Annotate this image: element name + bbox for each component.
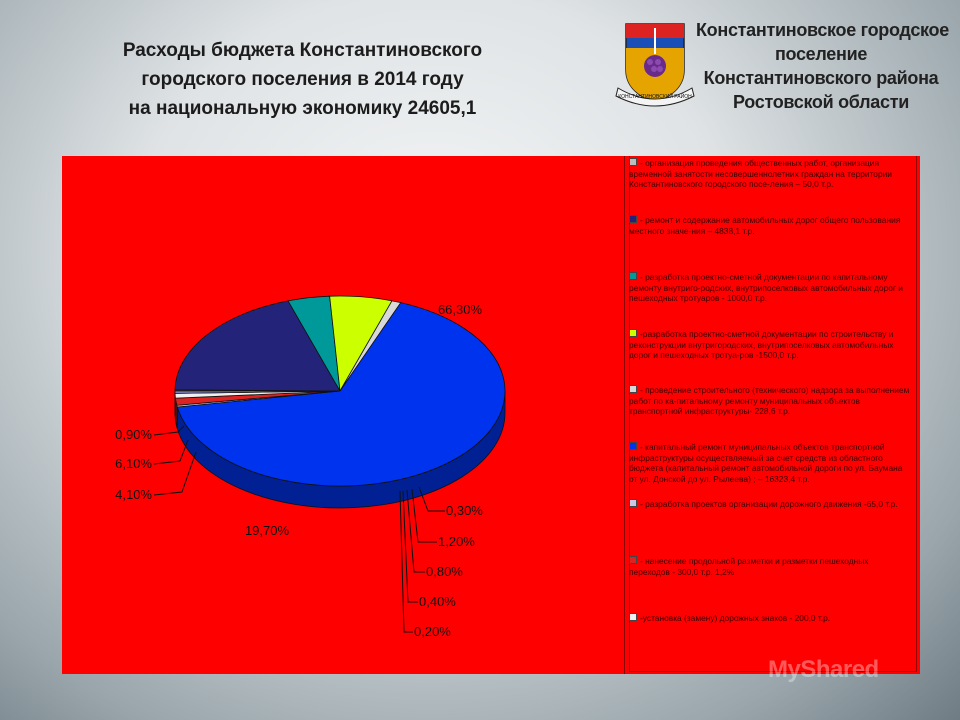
coat-of-arms-logo xyxy=(612,18,698,110)
leader-line-4 xyxy=(154,440,188,464)
legend-text-7: - разработка проектов организации дорожного движения -65,0 т.р. xyxy=(640,499,898,509)
page-title xyxy=(40,36,565,123)
legend-swatch-7 xyxy=(629,499,637,507)
legend-item-5 xyxy=(629,385,911,417)
legend-item-7 xyxy=(629,499,911,510)
legend-text-4: -разработка проектно-сметной документации по строительству и реконструкции внутригородских, внутрипоселковых автомобильных дорог и пешеходных тротуа-ров -1500,0 т.р. xyxy=(629,329,894,361)
leader-line-10 xyxy=(403,491,418,602)
legend-item-4 xyxy=(629,329,911,361)
slice-label-8: 1,20% xyxy=(438,534,475,549)
slice-label-5: 0,90% xyxy=(115,427,152,442)
legend-text-1: - организация проведения общественных работ, организация временной занятости несовершеннолетних граждан на территории Константиновского городского посе-ления – 50,0 т.р. xyxy=(629,158,892,190)
legend-item-2 xyxy=(629,215,911,236)
org-line-1: Константиновское городское xyxy=(696,20,949,40)
watermark: MyShared xyxy=(768,656,879,683)
legend-text-8: - нанесение продольной разметки и разметки пешеходных переходов - 300,0 т.р. 1,2% xyxy=(629,556,869,577)
legend-item-6 xyxy=(629,442,911,484)
chart-legend xyxy=(624,156,920,674)
leader-line-9 xyxy=(407,490,425,572)
legend-swatch-5 xyxy=(629,385,637,393)
org-line-3: Константиновского района xyxy=(703,68,939,88)
pie-chart xyxy=(62,156,622,674)
chart-panel xyxy=(62,156,920,674)
legend-text-3: - разработка проектно-сметной документации по капитальному ремонту внутриго-родских, внутрипоселковых автомобильных дорог и пешеходных тротуаров - 1000,0 т.р. xyxy=(629,272,903,304)
legend-text-2: - ремонт и содержание автомобильных дорог общего пользования местного значе-ния – 4838,1 т.р. xyxy=(629,215,901,236)
slice-label-10: 0,40% xyxy=(419,594,456,609)
slice-label-3: 4,10% xyxy=(115,487,152,502)
title-line-3: на национальную экономику 24605,1 xyxy=(128,98,477,119)
slice-label-4: 6,10% xyxy=(115,456,152,471)
slice-label-2: 19,70% xyxy=(244,523,290,538)
slice-label-6: 66,30% xyxy=(437,302,483,317)
legend-swatch-8 xyxy=(629,556,637,564)
legend-swatch-9 xyxy=(629,613,637,621)
legend-item-3 xyxy=(629,272,911,304)
logo-ribbon-text: КОНСТАНТИНОВСКИЙ РАЙОН xyxy=(618,94,692,100)
legend-item-9 xyxy=(629,613,911,624)
slice-label-9: 0,80% xyxy=(426,564,463,579)
title-line-1: Расходы бюджета Константиновского xyxy=(122,40,483,61)
legend-swatch-1 xyxy=(629,158,637,166)
legend-item-8 xyxy=(629,556,911,577)
legend-swatch-2 xyxy=(629,215,637,223)
legend-swatch-6 xyxy=(629,442,637,450)
legend-swatch-3 xyxy=(629,272,637,280)
legend-item-1 xyxy=(629,158,911,190)
title-line-2: городского поселения в 2014 году xyxy=(141,69,464,90)
org-line-2: поселение xyxy=(774,44,868,64)
slice-label-1: 0,20% xyxy=(414,624,451,639)
legend-text-9: -установка (замену) дорожных знаков - 200,0 т.р. xyxy=(640,613,831,623)
legend-text-6: - капитальный ремонт муниципальных объектов транспортной инфраструктуры осуществляемый за счет средств из областного бюджета (капитальный ремонт автомобильной дороги по ул. Баумана от ул. Донской до ул. Рылеева) ; – 16323,4 т.р. xyxy=(629,442,903,484)
organization-name xyxy=(696,18,949,114)
org-line-4: Ростовской области xyxy=(733,92,909,112)
legend-swatch-4 xyxy=(629,329,637,337)
leader-line-3 xyxy=(154,452,196,495)
slice-label-7: 0,30% xyxy=(446,503,483,518)
legend-text-5: - проведение строительного (технического) надзора за выполнением работ по ка-питальному ремонту муниципальных объектов транспортной инфраструктуры- 228,6 т.р. xyxy=(629,385,910,417)
